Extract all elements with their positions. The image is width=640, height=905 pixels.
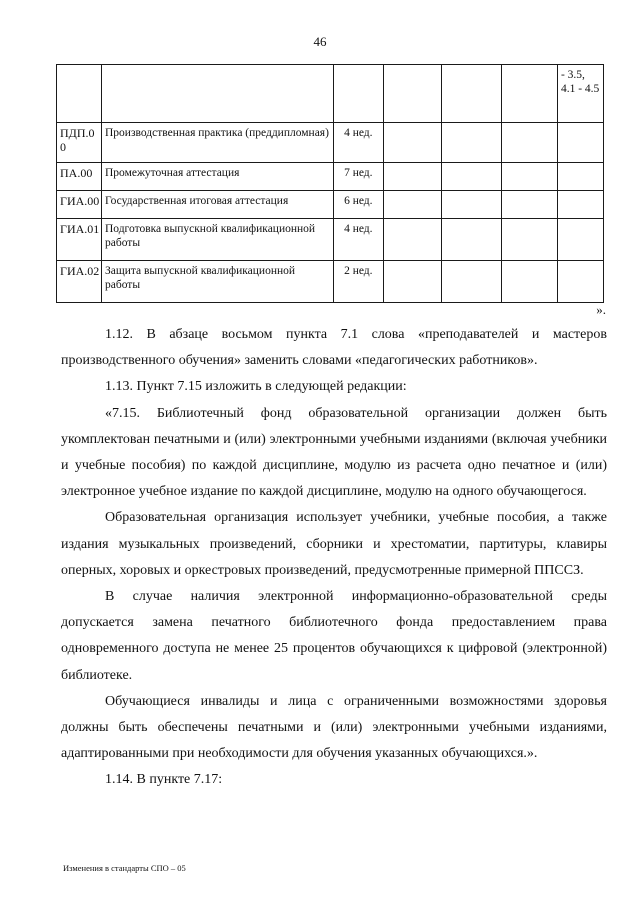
- paragraph: Обучающиеся инвалиды и лица с ограниченными возможностями здоровья должны быть обеспечены печатными и (или) электронными учебными изданиями, адаптированными при необходимости для обучения указанных обучающихся.».: [61, 693, 607, 762]
- table-cell: [442, 123, 501, 163]
- table-row: [57, 261, 604, 303]
- table-cell: [501, 123, 557, 163]
- table-cell: ГИА.02: [57, 261, 102, 303]
- table-cell: 6 нед.: [334, 191, 384, 219]
- table-cell: [384, 261, 442, 303]
- table-cell: [384, 191, 442, 219]
- competency-cell: - 3.5, 4.1 - 4.5: [557, 65, 603, 123]
- table-cell: [384, 65, 442, 123]
- table-cell: Защита выпускной квалификационной работы: [101, 261, 333, 303]
- table-cell: [384, 219, 442, 261]
- curriculum-table: [56, 64, 604, 303]
- paragraph: Образовательная организация использует учебники, учебные пособия, а также издания музыкальных произведений, сборники и хрестоматии, партитуры, клавиры оперных, хоровых и оркестровых произведений, предусмотренные примерной ППССЗ.: [61, 510, 607, 578]
- table-cell: Промежуточная аттестация: [101, 163, 333, 191]
- table-cell: [501, 191, 557, 219]
- table-row: [57, 123, 604, 163]
- table-cell: 4 нед.: [334, 123, 384, 163]
- table-cell: [501, 65, 557, 123]
- table-cell: Подготовка выпускной квалификационной работы: [101, 219, 333, 261]
- page-number: 46: [313, 34, 327, 49]
- paragraph: 1.12. В абзаце восьмом пункта 7.1 слова «преподавателей и мастеров производственного обучения» заменить словами «педагогических работников».: [61, 327, 607, 369]
- page-footer: Изменения в стандарты СПО – 05: [63, 863, 186, 873]
- table-cell: 4 нед.: [334, 219, 384, 261]
- table-cell: [334, 65, 384, 123]
- table-row: [57, 65, 604, 123]
- paragraph: 1.14. В пункте 7.17:: [105, 772, 223, 788]
- table-cell: Государственная итоговая аттестация: [101, 191, 333, 219]
- table-cell: [442, 191, 501, 219]
- table-cell: [501, 163, 557, 191]
- table-cell: ГИА.01: [57, 219, 102, 261]
- table-cell: 2 нед.: [334, 261, 384, 303]
- table-cell: [501, 219, 557, 261]
- table-cell: [101, 65, 333, 123]
- table-cell: [442, 261, 501, 303]
- document-body: [61, 322, 607, 794]
- table-cell: Производственная практика (преддипломная): [101, 123, 333, 163]
- table-cell: [57, 65, 102, 123]
- table-row: [57, 163, 604, 191]
- table-row: [57, 191, 604, 219]
- table-cell: [557, 163, 603, 191]
- table-cell: [442, 65, 501, 123]
- closing-quote: ».: [596, 302, 606, 317]
- table-cell: ПА.00: [57, 163, 102, 191]
- paragraph: В случае наличия электронной информационно-образовательной среды допускается замена печатного библиотечного фонда предоставлением права одновременного доступа не менее 25 процентов обучающихся к цифровой (электронной) библиотеке.: [61, 589, 607, 683]
- table-cell: 7 нед.: [334, 163, 384, 191]
- table-cell: [557, 261, 603, 303]
- table-cell: [442, 219, 501, 261]
- table-cell: [384, 163, 442, 191]
- paragraph: «7.15. Библиотечный фонд образовательной организации должен быть укомплектован печатными и (или) электронными учебными изданиями (включая учебники и учебные пособия) по каждой дисциплине, модулю из расчета одно печатное и (или) электронное учебное издание по каждой дисциплине, модулю на одного обучающегося.: [61, 405, 607, 500]
- table-row: [57, 219, 604, 261]
- table-cell: [442, 163, 501, 191]
- paragraph: 1.13. Пункт 7.15 изложить в следующей редакции:: [105, 379, 407, 395]
- table-cell: [557, 123, 603, 163]
- table-cell: [501, 261, 557, 303]
- table-cell: ПДП.0 0: [57, 123, 102, 163]
- table-cell: [384, 123, 442, 163]
- table-cell: ГИА.00: [57, 191, 102, 219]
- table-cell: [557, 191, 603, 219]
- table-cell: [557, 219, 603, 261]
